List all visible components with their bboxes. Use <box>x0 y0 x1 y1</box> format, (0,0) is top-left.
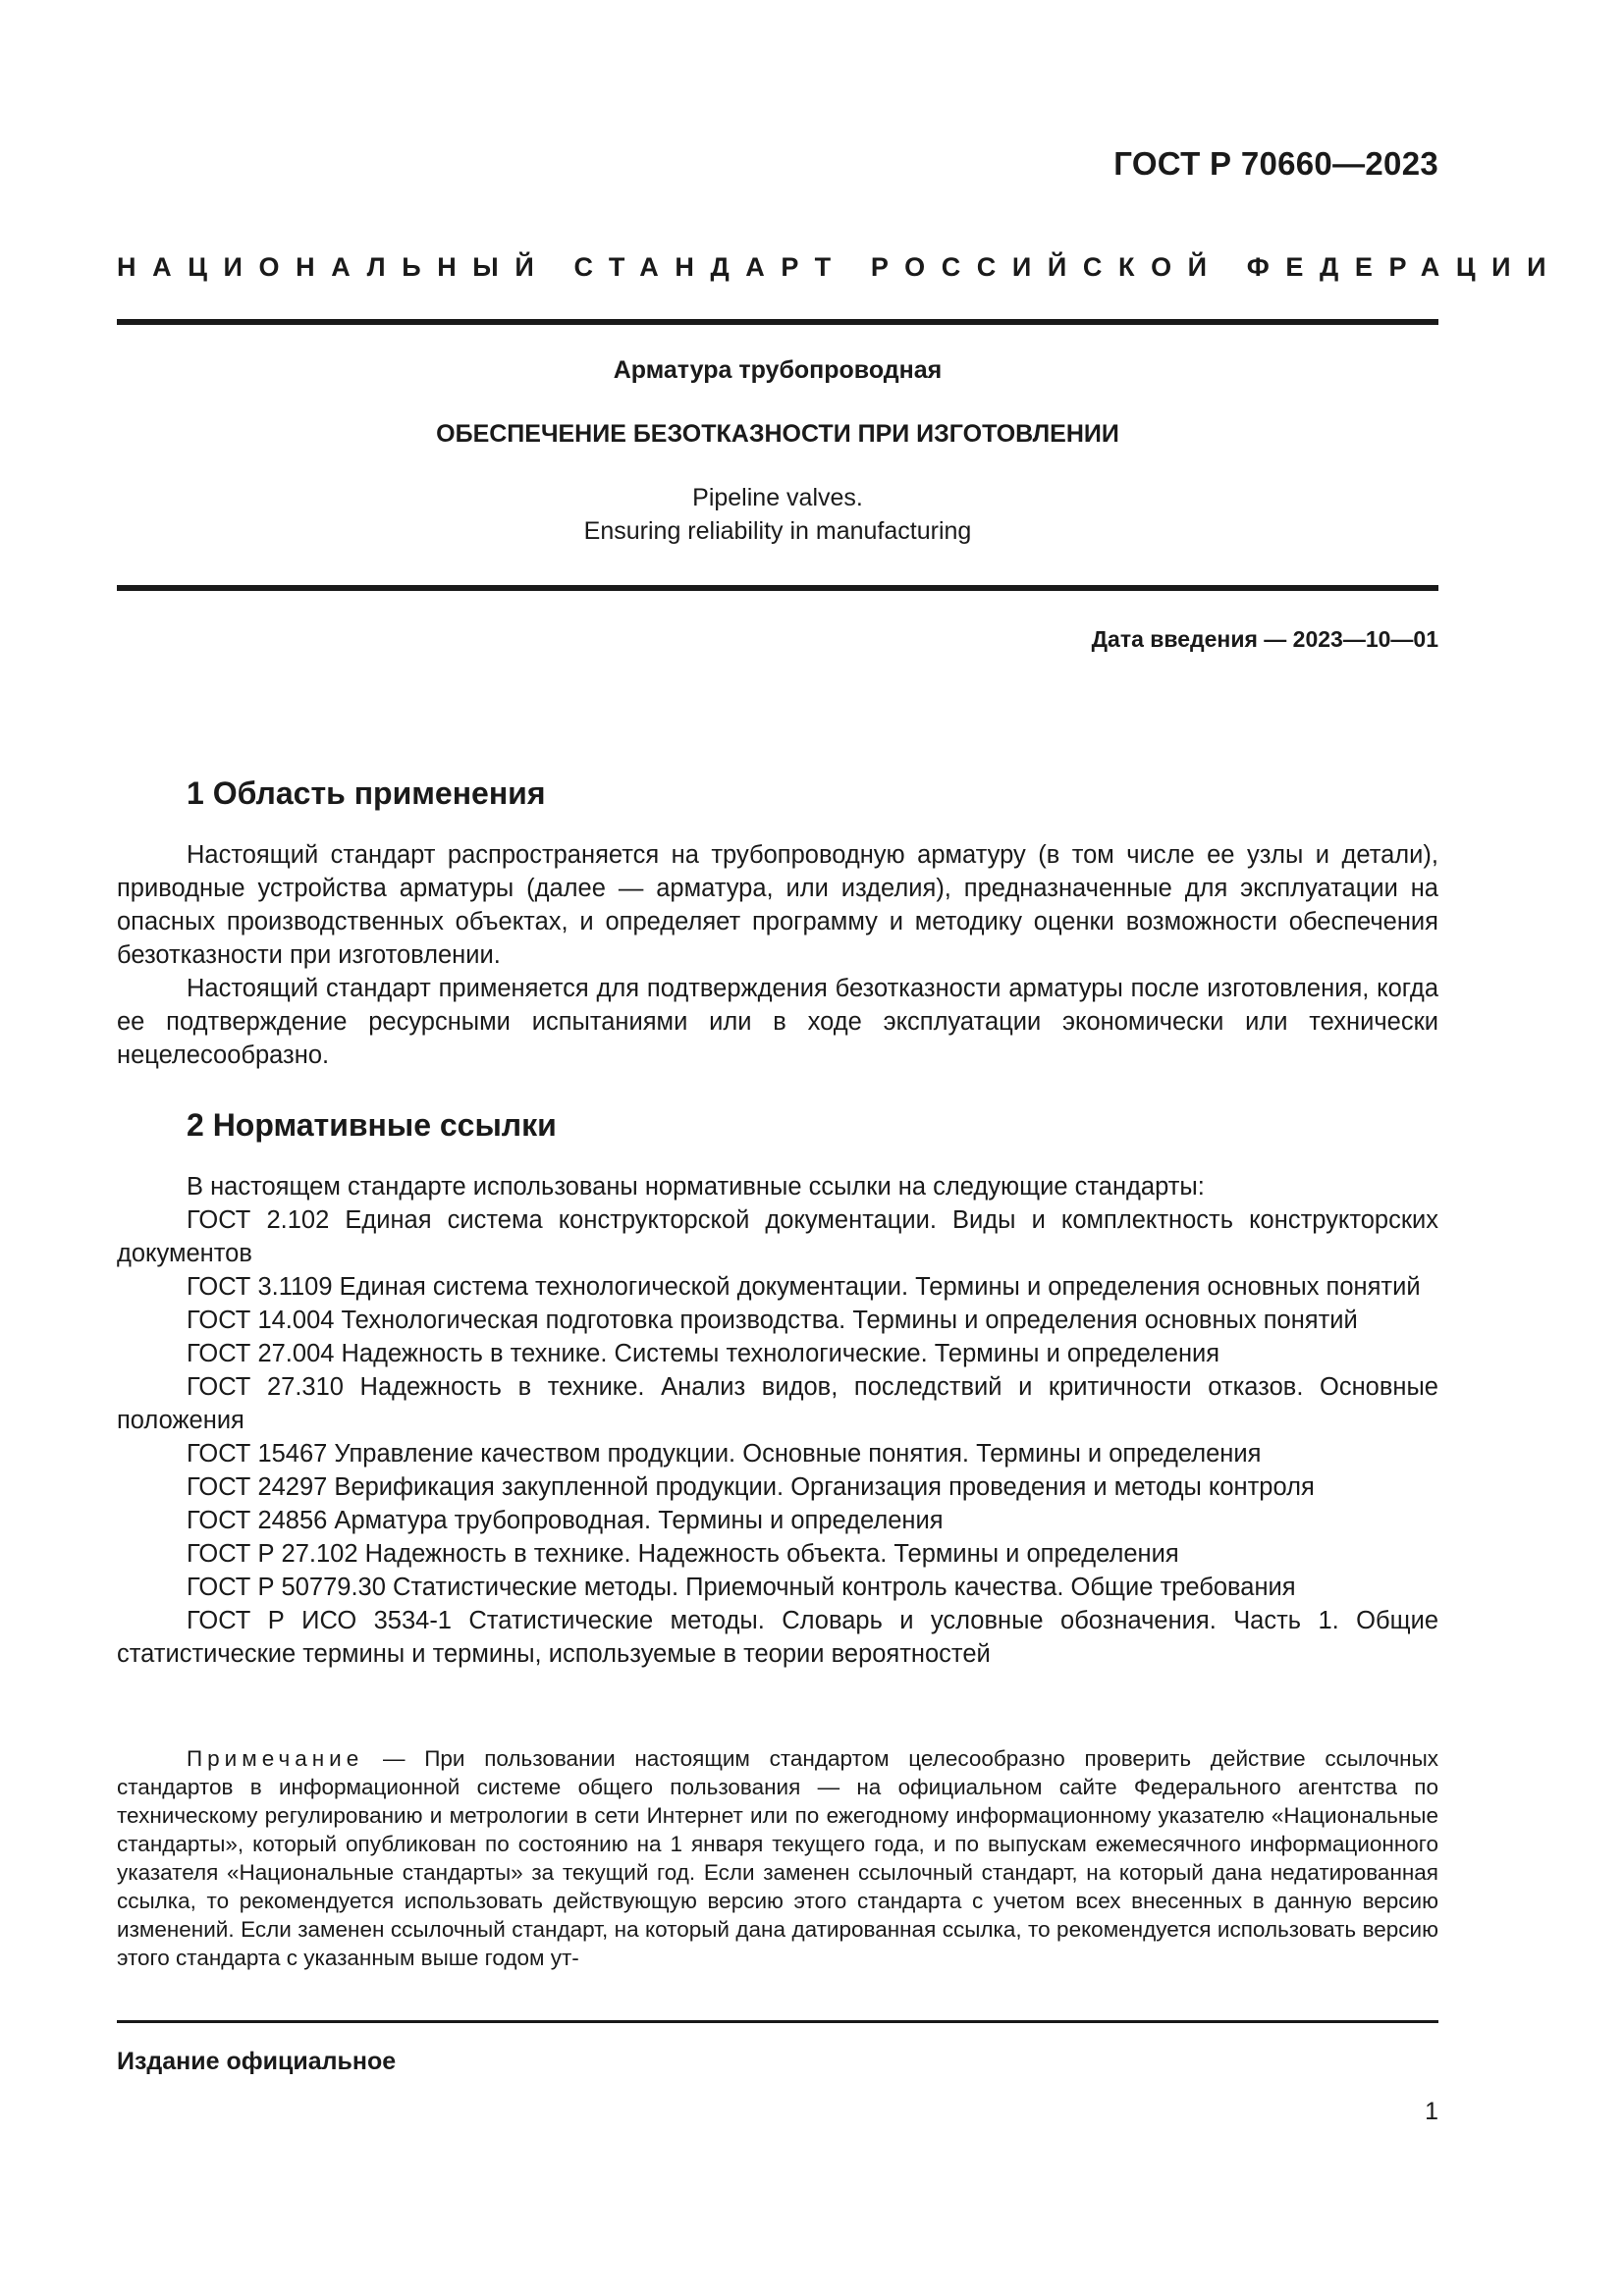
section-2-heading: 2 Нормативные ссылки <box>187 1107 557 1143</box>
reference-item: ГОСТ 2.102 Единая система конструкторской документации. Виды и комплектность конструкторских документов <box>117 1206 1438 1267</box>
section-2-body <box>117 1170 1438 1671</box>
introduction-date: Дата введения — 2023—10—01 <box>1091 626 1438 652</box>
reference-item: ГОСТ Р ИСО 3534-1 Статистические методы. Словарь и условные обозначения. Часть 1. Общие статистические термины и термины, используемые в теории вероятностей <box>117 1607 1438 1668</box>
top-divider <box>117 319 1438 325</box>
national-standard-banner: НАЦИОНАЛЬНЫЙ СТАНДАРТ РОССИЙСКОЙ ФЕДЕРАЦИИ <box>117 252 1563 282</box>
reference-item: ГОСТ 27.004 Надежность в технике. Системы технологические. Термины и определения <box>187 1340 1220 1367</box>
section-1-heading: 1 Область применения <box>187 775 546 811</box>
reference-item: ГОСТ 24856 Арматура трубопроводная. Термины и определения <box>187 1507 944 1534</box>
document-id: ГОСТ Р 70660—2023 <box>1113 145 1438 182</box>
references-intro: В настоящем стандарте использованы нормативные ссылки на следующие стандарты: <box>187 1173 1205 1201</box>
note-block <box>117 1744 1438 1972</box>
title-divider <box>117 585 1438 591</box>
section-1-body <box>117 838 1438 1072</box>
page-number: 1 <box>1425 2098 1438 2125</box>
reference-item: ГОСТ Р 27.102 Надежность в технике. Надежность объекта. Термины и определения <box>187 1540 1179 1568</box>
note-paragraph <box>117 1744 1438 1972</box>
reference-item: ГОСТ Р 50779.30 Статистические методы. Приемочный контроль качества. Общие требования <box>187 1574 1296 1601</box>
reference-item: ГОСТ 3.1109 Единая система технологической документации. Термины и определения основных понятий <box>187 1273 1421 1301</box>
official-edition-label: Издание официальное <box>117 2048 397 2075</box>
title-english <box>117 481 1438 548</box>
title-subject: Арматура трубопроводная <box>613 356 943 384</box>
footer-divider <box>117 2020 1438 2023</box>
reference-item: ГОСТ 14.004 Технологическая подготовка производства. Термины и определения основных понятий <box>187 1307 1358 1334</box>
note-label: Примечание <box>187 1746 364 1771</box>
section-1-paragraph: Настоящий стандарт распространяется на трубопроводную арматуру (в том числе ее узлы и детали), приводные устройства арматуры (далее — арматура, или изделия), предназначенные для эксплуатации на опасных производственных объектах, и определяет программу и методику оценки возможности обеспечения безотказности при изготовлении. <box>117 841 1438 969</box>
title-main: ОБЕСПЕЧЕНИЕ БЕЗОТКАЗНОСТИ ПРИ ИЗГОТОВЛЕНИИ <box>436 420 1119 448</box>
title-english-line2: Ensuring reliability in manufacturing <box>583 517 972 545</box>
note-text: — При пользовании настоящим стандартом целесообразно проверить действие ссылочных стандартов в информационной системе общего пользования — на официальном сайте Федерального агентства по техническому регулированию и метрологии в сети Интернет или по ежегодному информационному указателю «Национальные стандарты», который опубликован по состоянию на 1 января текущего года, и по выпускам ежемесячного информационного указателя «Национальные стандарты» за текущий год. Если заменен ссылочный стандарт, на который дана недатированная ссылка, то рекомендуется использовать действующую версию этого стандарта с учетом всех внесенных в данную версию изменений. Если заменен ссылочный стандарт, на который дана датированная ссылка, то рекомендуется использовать версию этого стандарта с указанным выше годом ут- <box>117 1746 1438 1970</box>
section-1-paragraph: Настоящий стандарт применяется для подтверждения безотказности арматуры после изготовления, когда ее подтверждение ресурсными испытаниями или в ходе эксплуатации экономически или технически нецелесообразно. <box>117 975 1438 1069</box>
reference-item: ГОСТ 24297 Верификация закупленной продукции. Организация проведения и методы контроля <box>187 1473 1315 1501</box>
reference-item: ГОСТ 15467 Управление качеством продукции. Основные понятия. Термины и определения <box>187 1440 1262 1468</box>
title-english-line1: Pipeline valves. <box>692 484 863 511</box>
reference-item: ГОСТ 27.310 Надежность в технике. Анализ видов, последствий и критичности отказов. Основные положения <box>117 1373 1438 1434</box>
